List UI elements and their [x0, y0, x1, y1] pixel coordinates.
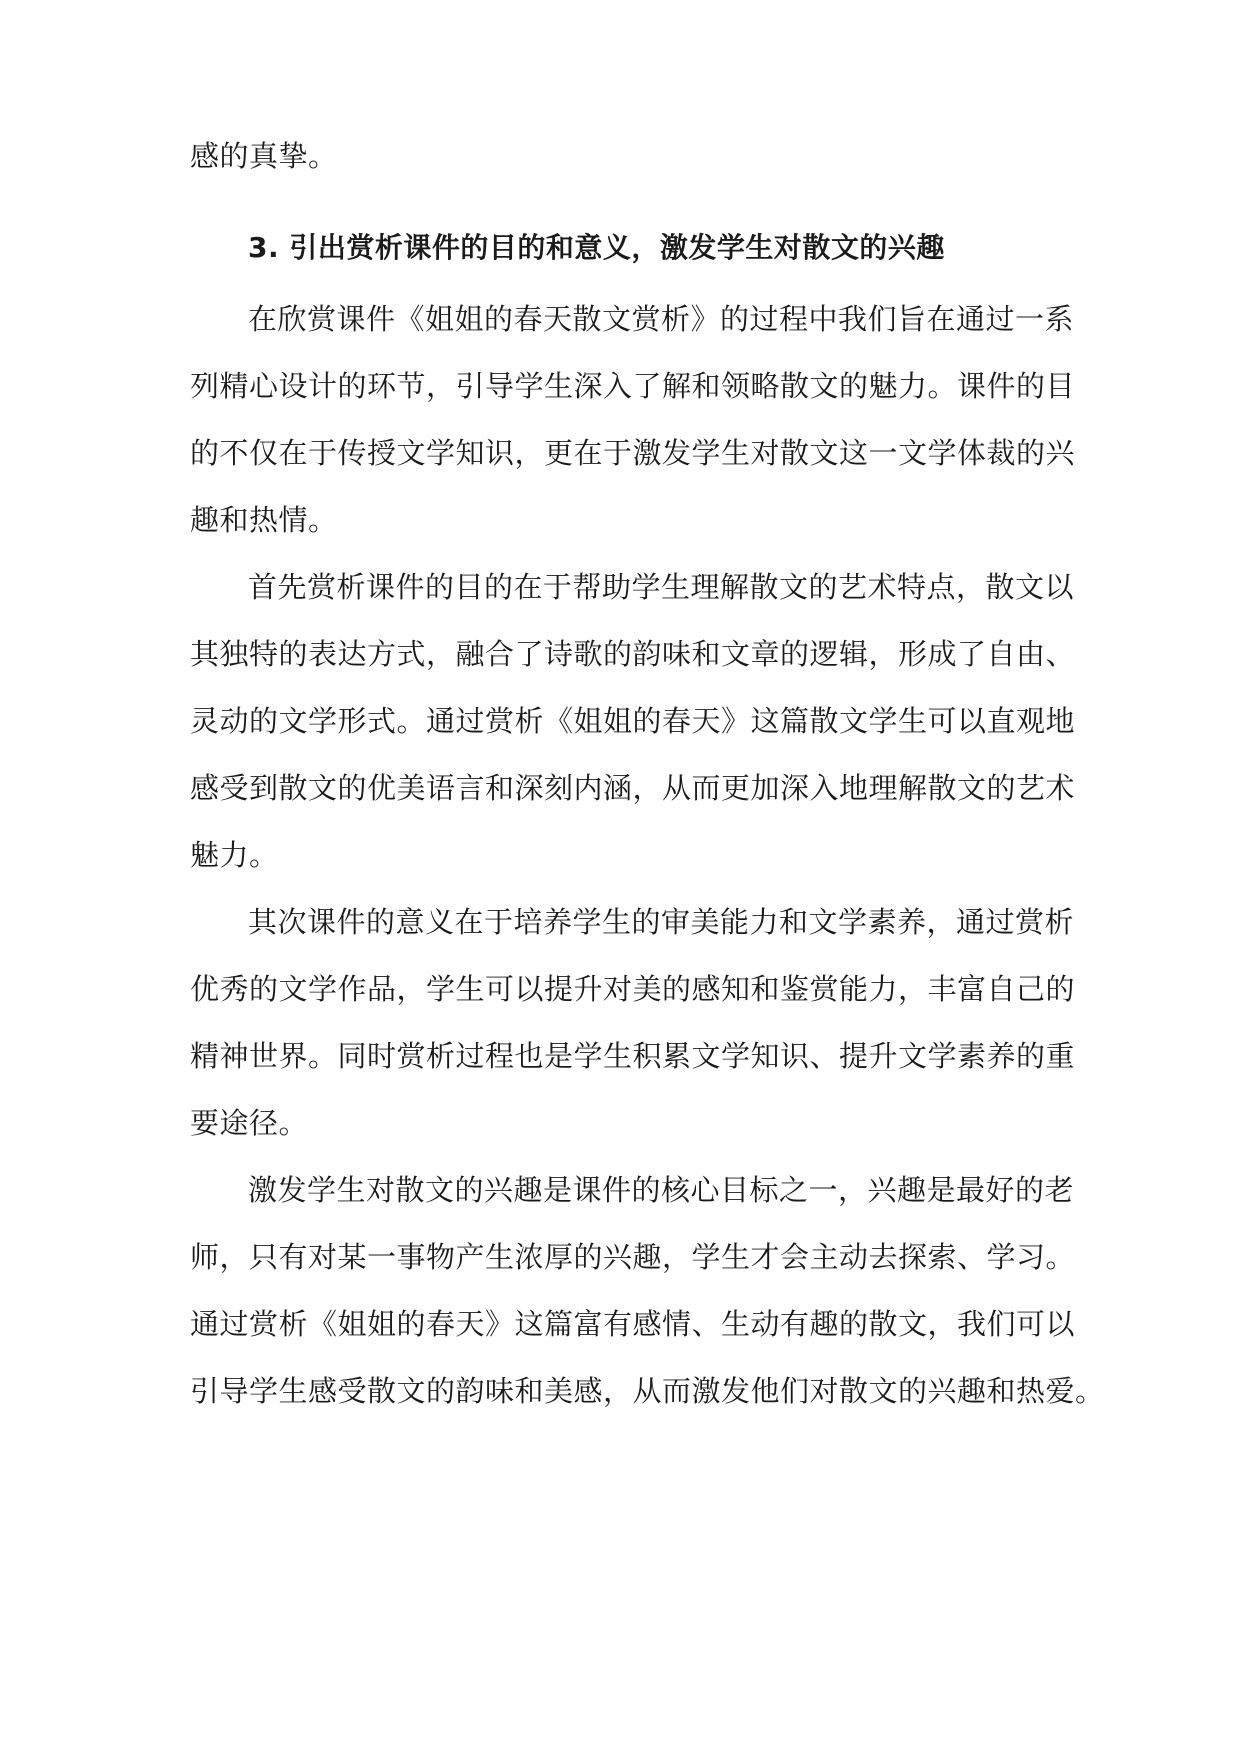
paragraph-line: 列精心设计的环节，引导学生深入了解和领略散文的魅力。课件的目: [190, 369, 1076, 403]
paragraph-line: 魅力。: [190, 838, 279, 872]
paragraph-line: 的不仅在于传授文学知识，更在于激发学生对散文这一文学体裁的兴: [190, 436, 1076, 470]
paragraph-line: 要途径。: [190, 1106, 309, 1140]
section-heading: 3. 引出赏析课件的目的和意义，激发学生对散文的兴趣: [248, 231, 945, 264]
paragraph-line: 首先赏析课件的目的在于帮助学生理解散文的艺术特点，散文以: [248, 570, 1075, 604]
paragraph-line: 灵动的文学形式。通过赏析《姐姐的春天》这篇散文学生可以直观地: [190, 704, 1076, 738]
continuation-line: 感的真挚。: [190, 139, 338, 173]
paragraph-line: 其次课件的意义在于培养学生的审美能力和文学素养，通过赏析: [248, 905, 1075, 939]
paragraph-line: 激发学生对散文的兴趣是课件的核心目标之一，兴趣是最好的老: [248, 1173, 1075, 1207]
paragraph-line: 其独特的表达方式，融合了诗歌的韵味和文章的逻辑，形成了自由、: [190, 637, 1076, 671]
paragraph-line: 优秀的文学作品，学生可以提升对美的感知和鉴赏能力，丰富自己的: [190, 972, 1076, 1006]
paragraph-line: 趣和热情。: [190, 503, 338, 537]
paragraph-line: 感受到散文的优美语言和深刻内涵，从而更加深入地理解散文的艺术: [190, 771, 1076, 805]
paragraph-line: 通过赏析《姐姐的春天》这篇富有感情、生动有趣的散文，我们可以: [190, 1307, 1076, 1341]
paragraph-line: 师，只有对某一事物产生浓厚的兴趣，学生才会主动去探索、学习。: [190, 1240, 1076, 1274]
paragraph-line: 引导学生感受散文的韵味和美感，从而激发他们对散文的兴趣和热爱。: [190, 1374, 1105, 1408]
paragraph-line: 在欣赏课件《姐姐的春天散文赏析》的过程中我们旨在通过一系: [248, 302, 1075, 336]
paragraph-line: 精神世界。同时赏析过程也是学生积累文学知识、提升文学素养的重: [190, 1039, 1076, 1073]
